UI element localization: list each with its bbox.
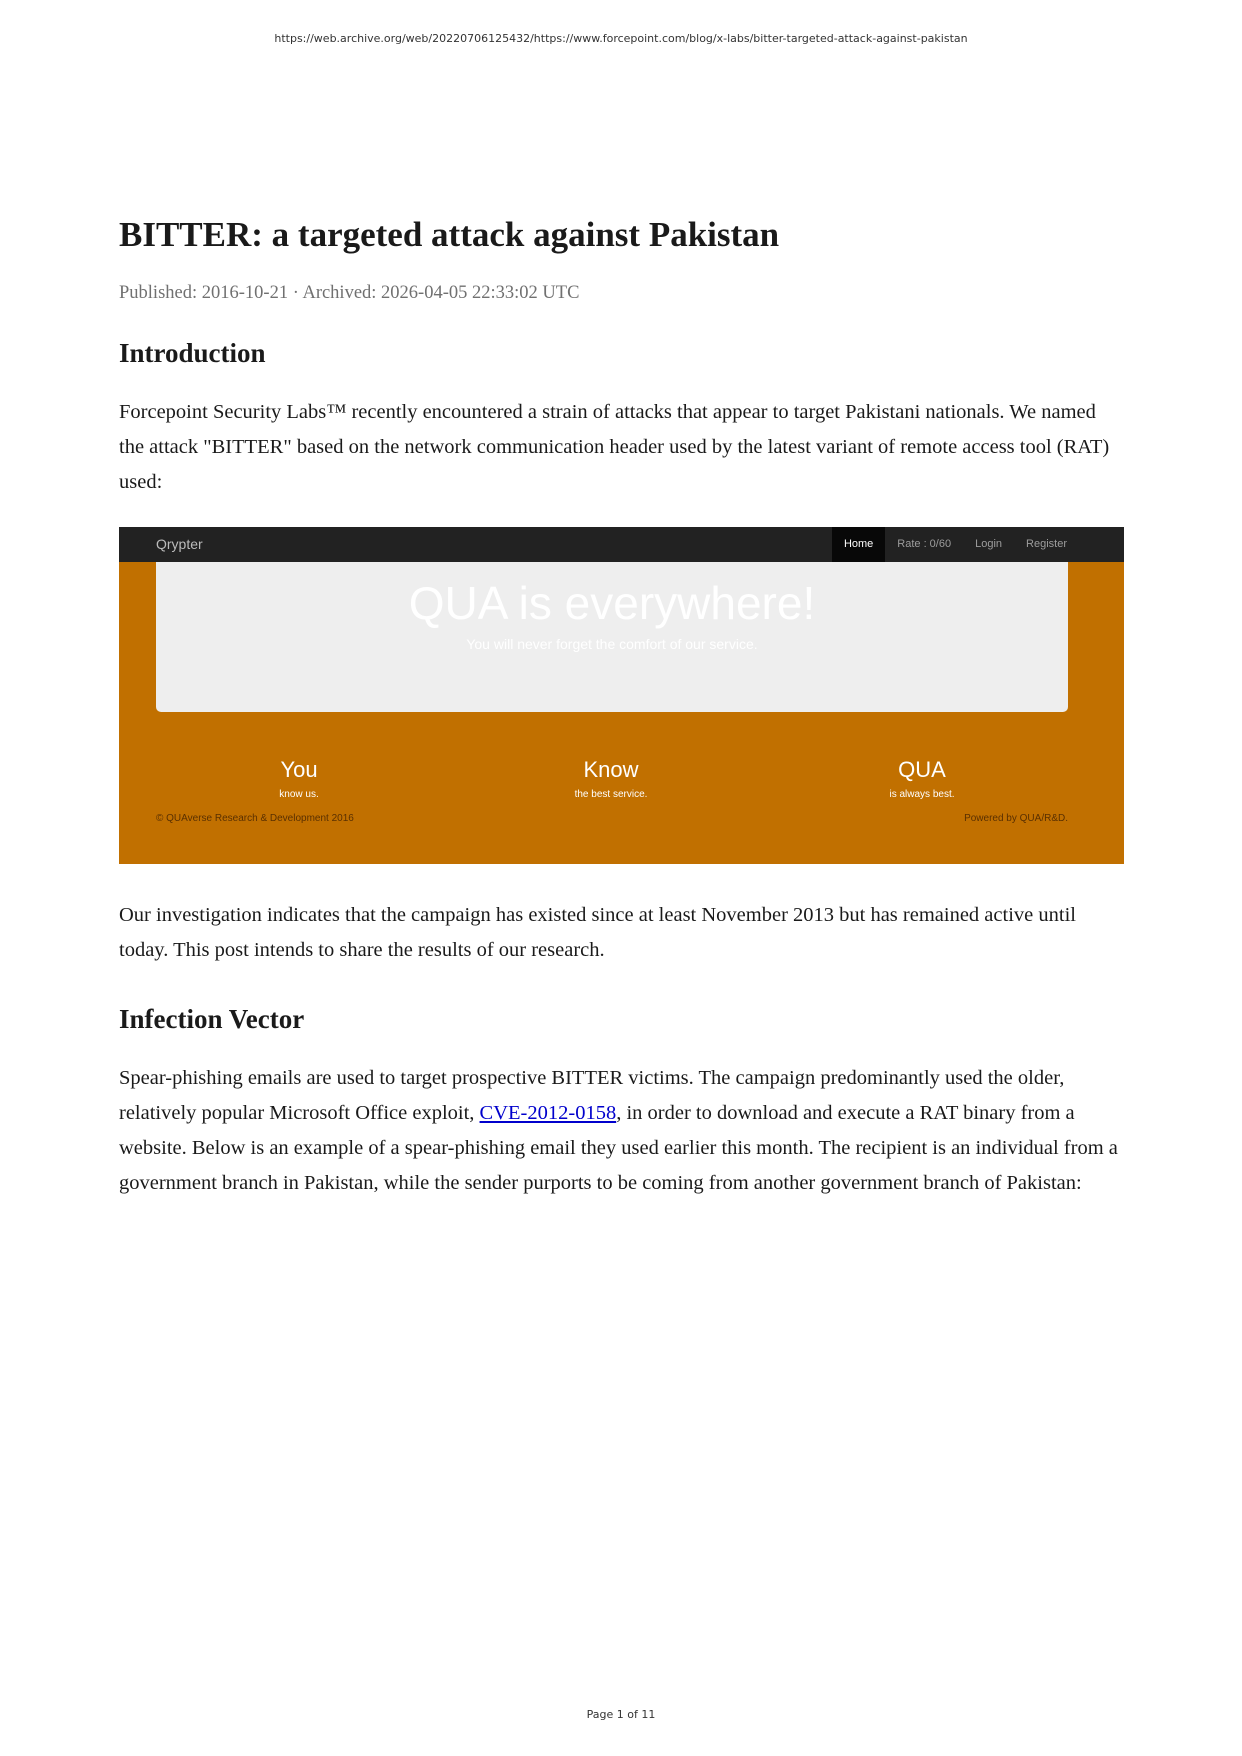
screenshot-column-text: the best service.: [574, 789, 648, 800]
screenshot-brand: Qrypter: [156, 536, 203, 552]
screenshot-footer-powered: Powered by QUA/R&D.: [964, 813, 1068, 824]
article: [119, 210, 1124, 1201]
archive-url: https://web.archive.org/web/20220706125432/https://www.forcepoint.com/blog/x-labs/bitter-targeted-attack-against-pakistan: [274, 32, 968, 45]
screenshot-column-text: know us.: [279, 789, 319, 800]
infection-text-start: Spear-phishing emails are used to target prospective BITTER victims. The campaign predominantly used the older, relatively popular Microsoft Office exploit,: [119, 1067, 1065, 1124]
screenshot-jumbotron: [156, 562, 1068, 712]
screenshot-navbar: [119, 527, 1124, 562]
screenshot-column-title: Know: [583, 757, 639, 782]
screenshot-jumbotron-title: QUA is everywhere!: [408, 577, 816, 629]
infection-paragraph: [119, 1061, 1124, 1201]
screenshot-nav-items: [832, 527, 1079, 562]
cve-link[interactable]: CVE-2012-0158: [479, 1102, 617, 1124]
introduction-heading: Introduction: [119, 338, 266, 368]
investigation-paragraph: Our investigation indicates that the campaign has existed since at least November 2013 but has remained active until today. This post intends to share the results of our research.: [119, 904, 1076, 961]
screenshot-column: [199, 757, 399, 800]
screenshot-nav-login: Login: [975, 538, 1003, 550]
screenshot-jumbotron-subtitle: You will never forget the comfort of our service.: [466, 636, 758, 652]
screenshot-column: [511, 757, 711, 800]
screenshot-nav-rate: Rate : 0/60: [897, 538, 952, 550]
article-title: BITTER: a targeted attack against Pakistan: [119, 215, 780, 254]
screenshot-column: [822, 757, 1022, 800]
infection-text-end: , in order to download and execute a RAT binary from a website. Below is an example of a spear-phishing email they used earlier this month. The recipient is an individual from a government branch in Pakistan, while the sender purports to be coming from another government branch of Pakistan:: [119, 1102, 1118, 1194]
infection-vector-heading: Infection Vector: [119, 1004, 305, 1034]
screenshot-column-text: is always best.: [889, 789, 955, 800]
screenshot-footer-copyright: © QUAverse Research & Development 2016: [156, 813, 354, 824]
page-number: Page 1 of 11: [586, 1708, 656, 1721]
article-meta: Published: 2016-10-21 · Archived: 2026-04-05 22:33:02 UTC: [119, 283, 580, 303]
screenshot-column-title: You: [280, 757, 318, 782]
screenshot-nav-home: Home: [832, 527, 885, 562]
screenshot-column-title: QUA: [898, 757, 946, 782]
qrypter-website-screenshot: [119, 527, 1124, 864]
intro-paragraph: Forcepoint Security Labs™ recently encountered a strain of attacks that appear to target Pakistani nationals. We named the attack "BITTER" based on the network communication header used by the latest variant of remote access tool (RAT) used:: [119, 401, 1110, 493]
screenshot-nav-register: Register: [1026, 538, 1067, 550]
